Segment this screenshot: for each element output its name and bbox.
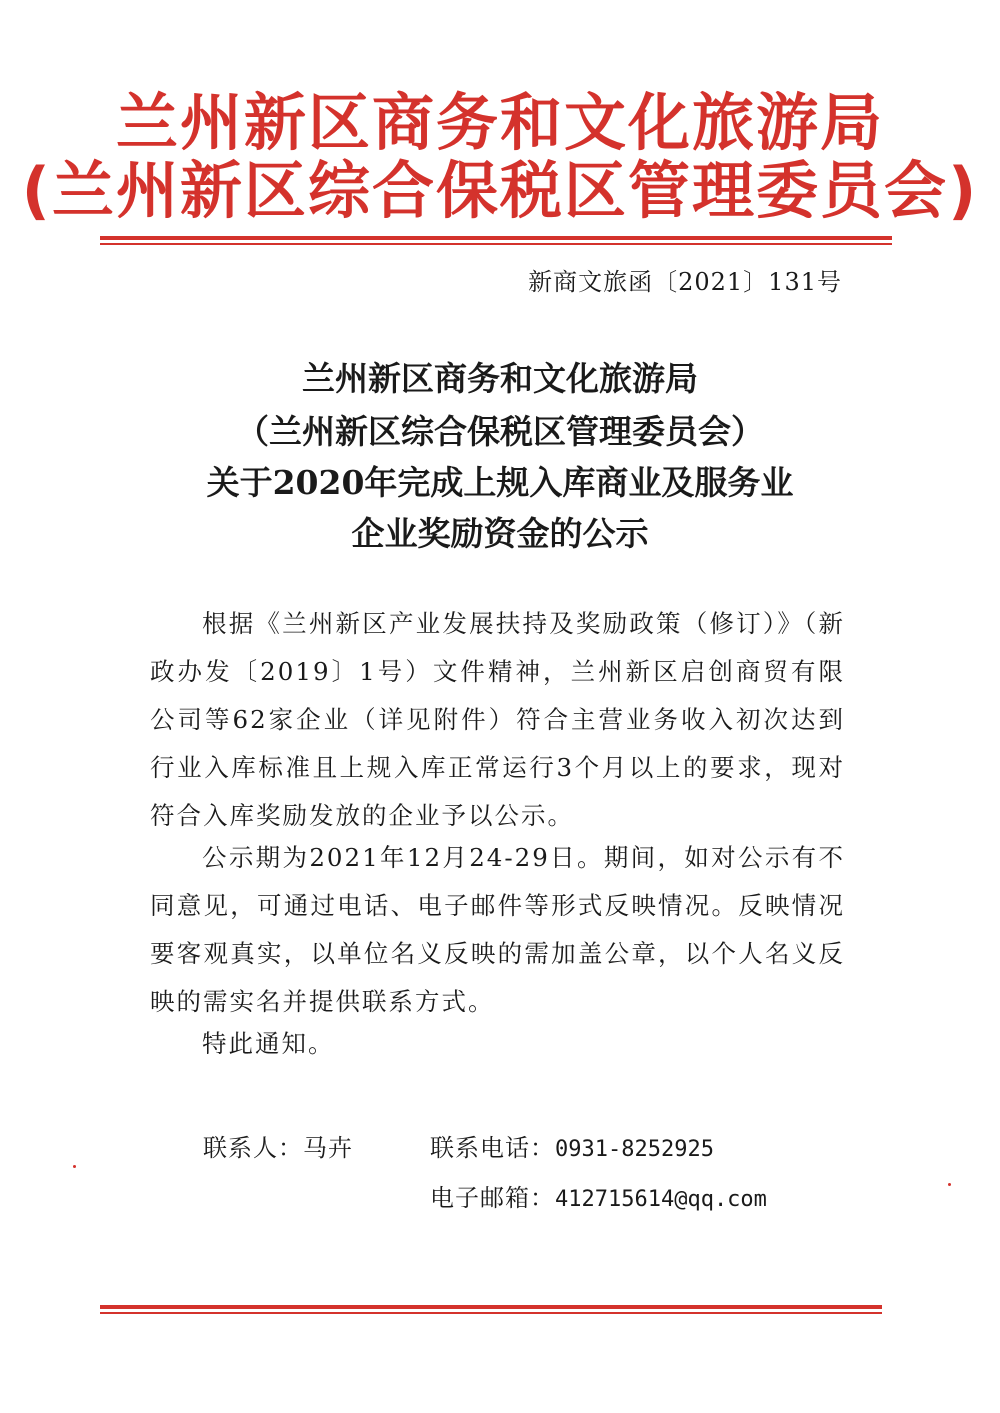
contact-phone-label: 联系电话： bbox=[430, 1134, 555, 1162]
issuing-org-subname: (兰州新区综合保税区管理委员会) bbox=[21, 154, 979, 227]
header-red-rule-thin bbox=[100, 243, 892, 245]
header-red-rule bbox=[100, 236, 892, 240]
body-paragraph-closing: 特此通知。 bbox=[202, 1029, 335, 1058]
scan-speck bbox=[73, 1165, 76, 1168]
title-line-3: 关于2020年完成上规入库商业及服务业 bbox=[206, 463, 794, 502]
contact-person-label: 联系人： bbox=[203, 1134, 303, 1162]
footer-red-rule bbox=[100, 1305, 882, 1309]
contact-person-name: 马卉 bbox=[303, 1134, 353, 1162]
title-line-2: （兰州新区综合保税区管理委员会） bbox=[236, 412, 764, 451]
contact-phone-value: 0931-8252925 bbox=[555, 1137, 714, 1162]
contact-email-value: 412715614@qq.com bbox=[555, 1187, 767, 1212]
contact-phone bbox=[430, 1128, 714, 1163]
scan-speck bbox=[948, 1183, 951, 1186]
document-number: 新商文旅函〔2021〕131号 bbox=[528, 268, 842, 296]
issuing-org-name: 兰州新区商务和文化旅游局 bbox=[115, 86, 884, 159]
contact-email-label: 电子邮箱： bbox=[430, 1184, 555, 1212]
body-paragraph-policy: 根据《兰州新区产业发展扶持及奖励政策（修订）》（新政办发〔2019〕1号）文件精神，兰州新区启创商贸有限公司等62家企业（详见附件）符合主营业务收入初次达到行业入库标准且上规入库正常运行3个月以上的要求，现对符合入库奖励发放的企业予以公示。 bbox=[150, 609, 845, 830]
title-line-4: 企业奖励资金的公示 bbox=[351, 514, 649, 553]
footer-red-rule-thin bbox=[100, 1312, 882, 1314]
body-paragraph-period: 公示期为2021年12月24-29日。期间，如对公示有不同意见，可通过电话、电子邮件等形式反映情况。反映情况要客观真实，以单位名义反映的需加盖公章，以个人名义反映的需实名并提供联系方式。 bbox=[150, 843, 845, 1016]
contact-person bbox=[203, 1128, 353, 1163]
contact-email bbox=[430, 1178, 767, 1213]
title-line-1: 兰州新区商务和文化旅游局 bbox=[302, 359, 698, 398]
